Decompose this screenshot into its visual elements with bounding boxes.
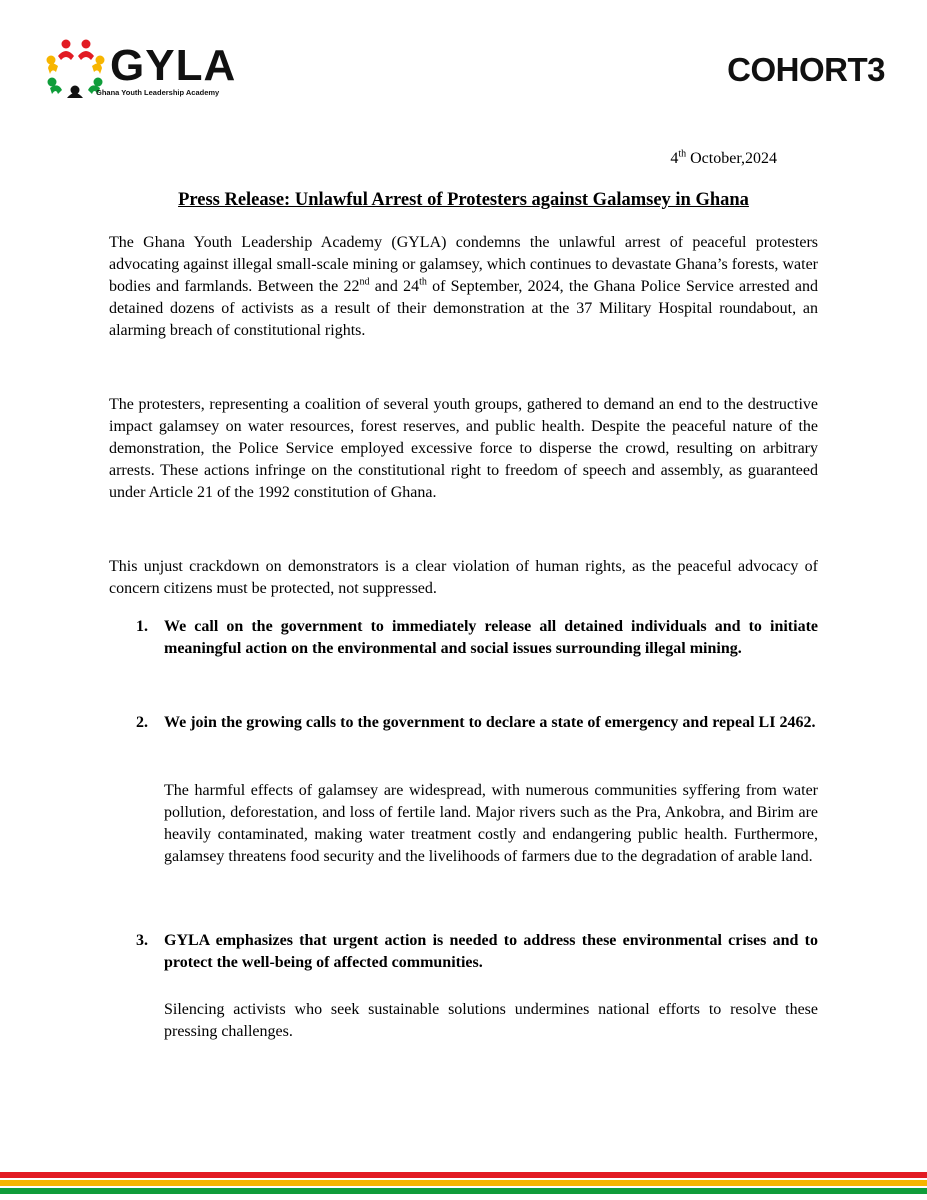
gold-stripe <box>0 1180 927 1186</box>
gyla-subtitle: Ghana Youth Leadership Academy <box>96 88 220 97</box>
list-item-text: We call on the government to immediately release all detained individuals and to initiate meaningful action on the environmental and social issues surrounding illegal mining. <box>164 618 818 657</box>
paragraph-crackdown: This unjust crackdown on demonstrators is a clear violation of human rights, as the peaceful advocacy of concern citizens must be protected, not suppressed. <box>109 558 818 597</box>
red-stripe <box>0 1172 927 1178</box>
footer-color-stripes <box>0 1172 927 1200</box>
cohort-logo: COHORT3 <box>727 51 885 88</box>
paragraph-intro: The Ghana Youth Leadership Academy (GYLA) condemns the unlawful arrest of peaceful protesters advocating against illegal small-scale mining or galamsey, which continues to devastate Ghana’s forests, water bodies and farmlands. Between the 22nd and 24th of September, 2024, the Ghana Police Service arrested and detained dozens of activists as a result of their demonstration at the 37 Military Hospital roundabout, an alarming breach of constitutional rights. <box>109 234 819 339</box>
page-title: Press Release: Unlawful Arrest of Protesters against Galamsey in Ghana <box>178 190 749 210</box>
paragraph-protest-details: The protesters, representing a coalition of several youth groups, gathered to demand an end to the destructive impact galamsey on water resources, forest reserves, and public health. Despite the peaceful nature of the demonstration, the Police Service employed excessive force to disperse the crowd, resulting on arbitrary arrests. These actions infringe on the constitutional right to freedom of speech and assembly, as guaranteed under Article 21 of the 1992 constitution of Ghana. <box>109 396 818 501</box>
list-item-detail: The harmful effects of galamsey are widespread, with numerous communities syffering from water pollution, deforestation, and loss of fertile land. Major rivers such as the Pra, Ankobra, and Birim are heavily contaminated, making water treatment costly and endangering public health. Furthermore, galamsey threatens food security and the livelihoods of farmers due to the degradation of arable land. <box>164 782 818 865</box>
list-item-number: 2. <box>136 714 148 731</box>
green-stripe <box>0 1188 927 1194</box>
list-item-detail: Silencing activists who seek sustainable solutions undermines national efforts to resolve these pressing challenges. <box>164 1001 818 1040</box>
list-item-text: We join the growing calls to the government to declare a state of emergency and repeal LI 2462. <box>164 714 816 731</box>
gyla-logo <box>44 38 237 98</box>
list-item-number: 1. <box>136 618 148 635</box>
list-item-number: 3. <box>136 932 148 949</box>
gyla-logo-text: GYLA <box>110 41 237 90</box>
press-release-date: 4th October,2024 <box>670 148 777 167</box>
list-item-text: GYLA emphasizes that urgent action is needed to address these environmental crises and to protect the well-being of affected communities. <box>164 932 818 971</box>
